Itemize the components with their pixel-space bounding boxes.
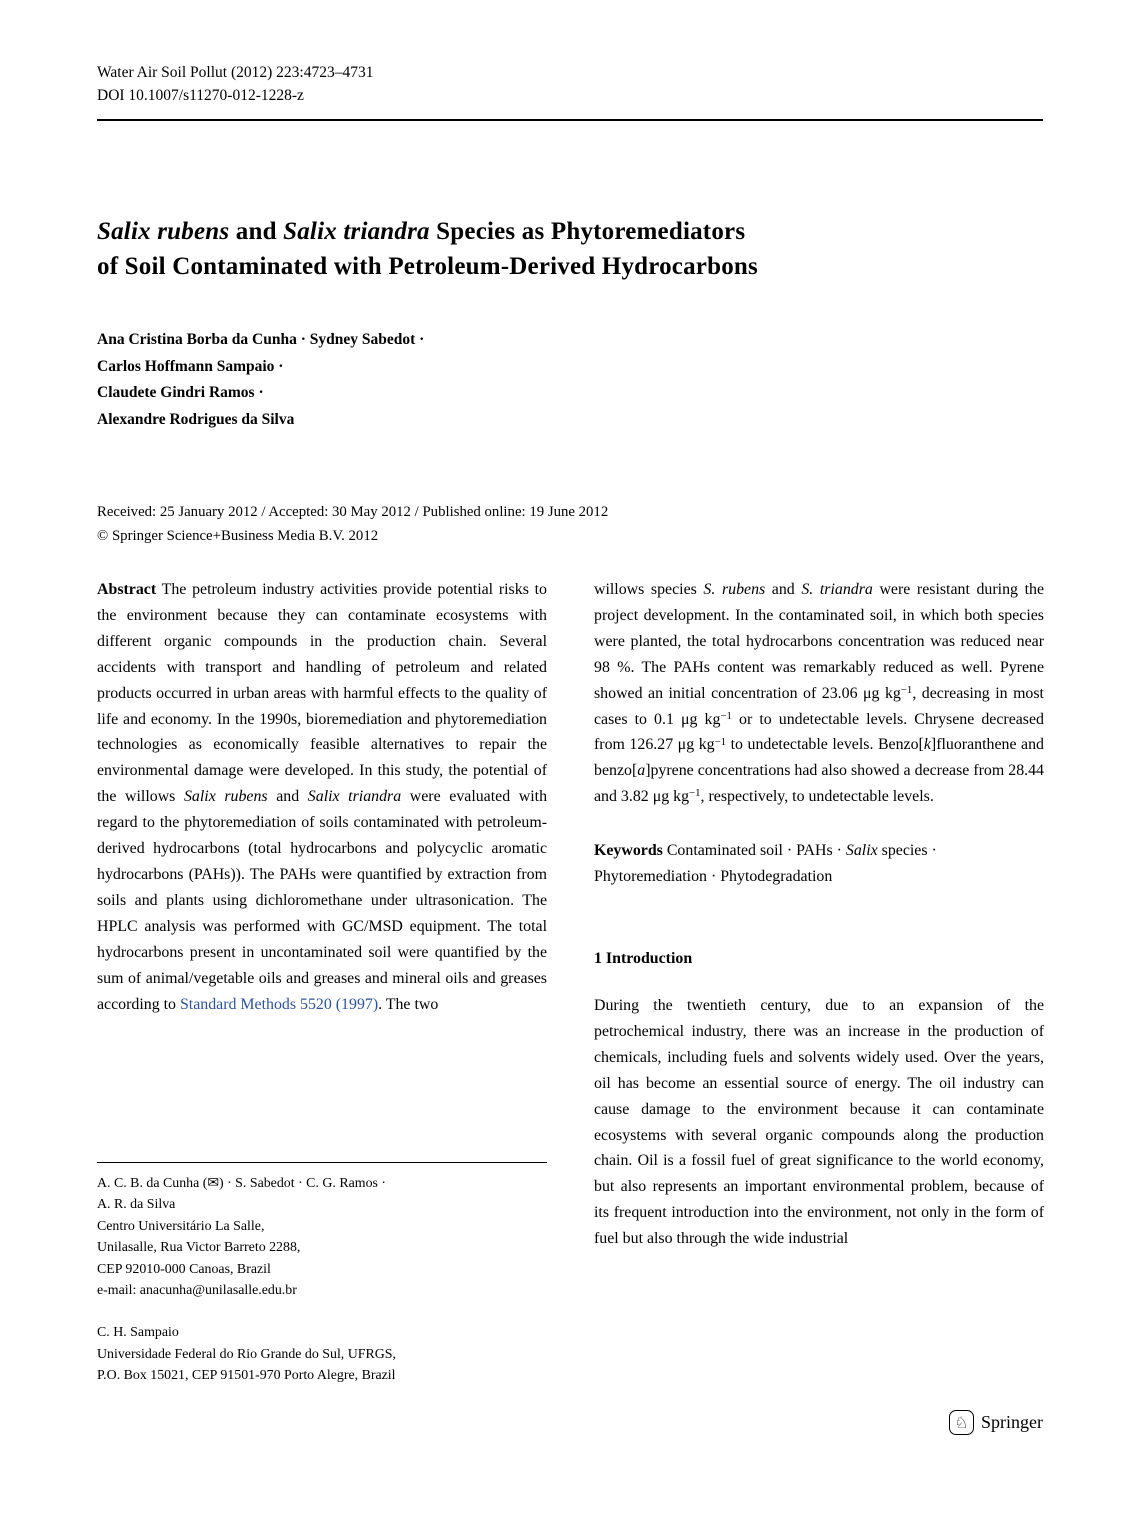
footnote-line: Centro Universitário La Salle,	[97, 1218, 265, 1234]
abstract-paragraph: Abstract The petroleum industry activities provide potential risks to the environment because they can contaminate ecosystems with different organic compounds in the production chain. Several accidents with transport and handling of petroleum and related products occurred in urban areas with harmful effects to the quality of life and economy. In the 1990s, bioremediation and phytoremediation technologies as economically feasible alternatives to repair the environmental damage were developed. In this study, the potential of the willows Salix rubens and Salix triandra were evaluated with regard to the phytoremediation of soils contaminated with petroleum-derived hydrocarbons (total hydrocarbons and polycyclic aromatic hydrocarbons (PAHs)). The PAHs were quantified by extraction from soils and plants using dichloromethane under ultrasonication. The HPLC analysis was performed with GC/MSD equipment. The total hydrocarbons present in uncontaminated soil were quantified by the sum of animal/vegetable oils and greases and mineral oils and greases according to Standard Methods 5520 (1997). The two	[97, 581, 548, 1013]
coauthor-affiliation-block	[97, 1322, 562, 1386]
keywords-paragraph: Keywords Contaminated soil · PAHs · Salix species · Phytoremediation · Phytodegradation	[594, 842, 937, 886]
footnote-rule	[97, 1162, 547, 1163]
springer-horse-icon: ♘	[949, 1410, 974, 1435]
footnote-line: Universidade Federal do Rio Grande do Sul, UFRGS,	[97, 1346, 397, 1362]
footnote-line: e-mail: anacunha@unilasalle.edu.br	[97, 1283, 297, 1299]
doi-line: DOI 10.1007/s11270-012-1228-z	[97, 87, 304, 104]
standard-methods-link[interactable]: Standard Methods 5520 (1997)	[179, 995, 379, 1013]
author-line: Ana Cristina Borba da Cunha · Sydney Sabedot ·	[97, 331, 425, 348]
abstract-continuation-paragraph: willows species S. rubens and S. triandra were resistant during the project development. In the contaminated soil, in which both species were planted, the total hydrocarbons concentration was reduced near 98 %. The PAHs content was remarkably reduced as well. Pyrene showed an initial concentration of 23.06 μg $kg^{-1}$, decreasing in most cases to 0.1 μg $kg^{-1}$ or to undetectable levels. Chrysene decreased from 126.27 μg $kg^{-1}$ to undetectable levels. Benzo[k]fluoranthene and benzo[a]pyrene concentrations had also showed a decrease from 28.44 and 3.82 μg $kg^{-1}$, respectively, to undetectable levels.	[594, 581, 1045, 806]
springer-logo-text: Springer	[981, 1412, 1043, 1432]
body-columns	[97, 577, 1044, 1252]
section-heading-introduction: 1 Introduction	[594, 949, 693, 967]
journal-citation-line: Water Air Soil Pollut (2012) 223:4723–4731	[97, 64, 374, 81]
footnote	[97, 1173, 562, 1387]
author-line: Carlos Hoffmann Sampaio ·	[97, 357, 284, 375]
publication-meta	[97, 501, 608, 548]
right-column	[594, 577, 1044, 1252]
journal-header	[97, 61, 373, 107]
author-list	[97, 327, 424, 433]
footnote-line: P.O. Box 15021, CEP 91501-970 Porto Alegre, Brazil	[97, 1368, 396, 1384]
footnote-line: C. H. Sampaio	[97, 1325, 179, 1341]
received-line: Received: 25 January 2012 / Accepted: 30 May 2012 / Published online: 19 June 2012	[97, 504, 609, 520]
author-line: Alexandre Rodrigues da Silva	[97, 410, 295, 428]
footnote-line: A. C. B. da Cunha (✉) · S. Sabedot · C. G. Ramos ·	[97, 1176, 387, 1191]
springer-logo	[949, 1410, 1043, 1435]
introduction-paragraph: During the twentieth century, due to an expansion of the petrochemical industry, there was an increase in the production of chemicals, including fuels and solvents widely used. Over the years, oil has become an essential source of energy. The oil industry can cause damage to the environment because it can contaminate ecosystems with several organic compounds along the production chain. Oil is a fossil fuel of great significance to the world economy, but also represents an important environmental problem, because of its frequent introduction into the environment, not only in the form of fuel but also through the wide industrial	[594, 996, 1044, 1248]
author-line: Claudete Gindri Ramos ·	[97, 384, 264, 401]
left-column	[97, 577, 547, 1252]
copyright-line: © Springer Science+Business Media B.V. 2012	[97, 527, 379, 544]
footnote-line: A. R. da Silva	[97, 1197, 176, 1213]
footnote-line: Unilasalle, Rua Victor Barreto 2288,	[97, 1240, 301, 1256]
header-rule	[97, 119, 1043, 121]
footnote-line: CEP 92010-000 Canoas, Brazil	[97, 1261, 271, 1277]
paper-title: Salix rubens and Salix triandra Species as Phytoremediators of Soil Contaminated with Petroleum-Derived Hydrocarbons	[97, 218, 758, 280]
corresponding-author-block	[97, 1173, 562, 1301]
